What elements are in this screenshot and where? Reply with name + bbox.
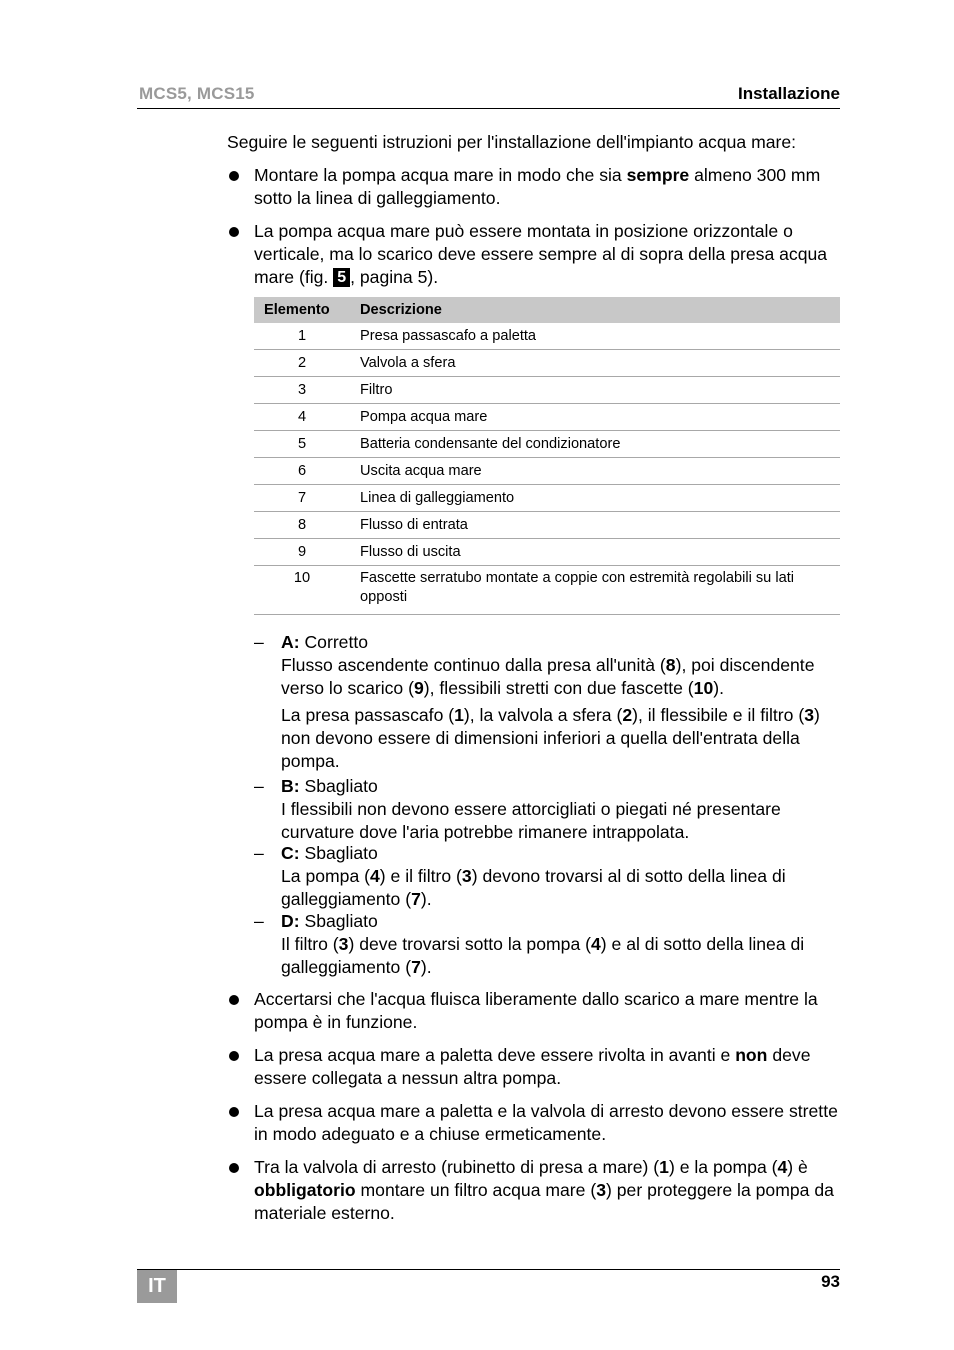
row-description: Batteria condensante del condizionatore (350, 431, 840, 458)
row-description: Fascette serratubo montate a coppie con estremità regolabili su lati opposti (350, 566, 840, 615)
bullet-pump-orientation: La pompa acqua mare può essere montata in posizione orizzontale o verticale, ma lo scarico deve essere sempre al di sopra della presa acqua mare (fig. 5 , pagina 5). (254, 220, 844, 289)
table-row (254, 458, 840, 485)
table-row (254, 350, 840, 377)
case-a-correct: – A: Corretto Flusso ascendente continuo dalla presa all'unità (8), poi discendente verso lo scarico (9), flessibili stretti con due fascette (10). La presa passascafo (1), la valvola a sfera (2), il flessibile e il filtro (3) non devono essere di dimensioni inferiori a quella dell'entrata della pompa. (254, 632, 820, 771)
footer-rule (137, 1269, 840, 1270)
column-header-description: Descrizione (350, 297, 840, 323)
row-number: 9 (254, 539, 350, 566)
language-tab: IT (137, 1270, 177, 1303)
row-number: 6 (254, 458, 350, 485)
row-number: 2 (254, 350, 350, 377)
figure-reference-box: 5 (333, 268, 350, 287)
row-description: Pompa acqua mare (350, 404, 840, 431)
row-number: 3 (254, 377, 350, 404)
row-number: 7 (254, 485, 350, 512)
header-section-title: Installazione (737, 84, 840, 103)
page-number: 93 (821, 1272, 840, 1291)
header-model: MCS5, MCS15 (139, 84, 255, 103)
legend-table (254, 297, 840, 615)
row-description: Flusso di uscita (350, 539, 840, 566)
row-number: 10 (254, 566, 350, 615)
header-rule (137, 108, 840, 109)
row-number: 5 (254, 431, 350, 458)
row-number: 1 (254, 323, 350, 350)
legend-header-row (254, 297, 840, 323)
row-description: Presa passascafo a paletta (350, 323, 840, 350)
intro-text: Seguire le seguenti istruzioni per l'installazione dell'impianto acqua mare: (227, 132, 797, 152)
table-row (254, 431, 840, 458)
table-row (254, 566, 840, 615)
case-b-wrong: – B: Sbagliato I flessibili non devono essere attorcigliati o piegati né presentare curvature dove l'aria potrebbe rimanere intrappolata. (254, 776, 781, 842)
table-row (254, 404, 840, 431)
case-d-wrong: – D: Sbagliato Il filtro (3) deve trovarsi sotto la pompa (4) e al di sotto della linea di galleggiamento (7). (254, 911, 805, 977)
table-row (254, 485, 840, 512)
dash-marker: – (254, 632, 264, 652)
row-description: Filtro (350, 377, 840, 404)
column-header-element: Elemento (254, 297, 350, 323)
row-description: Uscita acqua mare (350, 458, 840, 485)
table-row (254, 539, 840, 566)
row-description: Valvola a sfera (350, 350, 840, 377)
row-number: 4 (254, 404, 350, 431)
row-description: Flusso di entrata (350, 512, 840, 539)
dash-marker: – (254, 776, 264, 796)
dash-marker: – (254, 911, 264, 931)
table-row (254, 512, 840, 539)
row-number: 8 (254, 512, 350, 539)
dash-marker: – (254, 843, 264, 863)
case-c-wrong: – C: Sbagliato La pompa (4) e il filtro (3) devono trovarsi al di sotto della linea di galleggiamento (7). (254, 843, 786, 909)
bullet-intake-forward: La presa acqua mare a paletta deve essere rivolta in avanti e non deve essere collegata a nessun altra pompa. (254, 1044, 844, 1090)
bullet-water-flow: Accertarsi che l'acqua fluisca liberamente dallo scarico a mare mentre la pompa è in funzione. (254, 988, 844, 1034)
bullet-pump-position: Montare la pompa acqua mare in modo che sia sempre almeno 300 mm sotto la linea di galleggiamento. (254, 164, 844, 210)
row-description: Linea di galleggiamento (350, 485, 840, 512)
table-row (254, 377, 840, 404)
bullet-filter-required: Tra la valvola di arresto (rubinetto di presa a mare) (1) e la pompa (4) è obbligatorio montare un filtro acqua mare (3) per proteggere la pompa da materiale esterno. (254, 1156, 844, 1225)
bullet-intake-tightened: La presa acqua mare a paletta e la valvola di arresto devono essere strette in modo adeguato e a chiuse ermeticamente. (254, 1100, 844, 1146)
table-row (254, 323, 840, 350)
